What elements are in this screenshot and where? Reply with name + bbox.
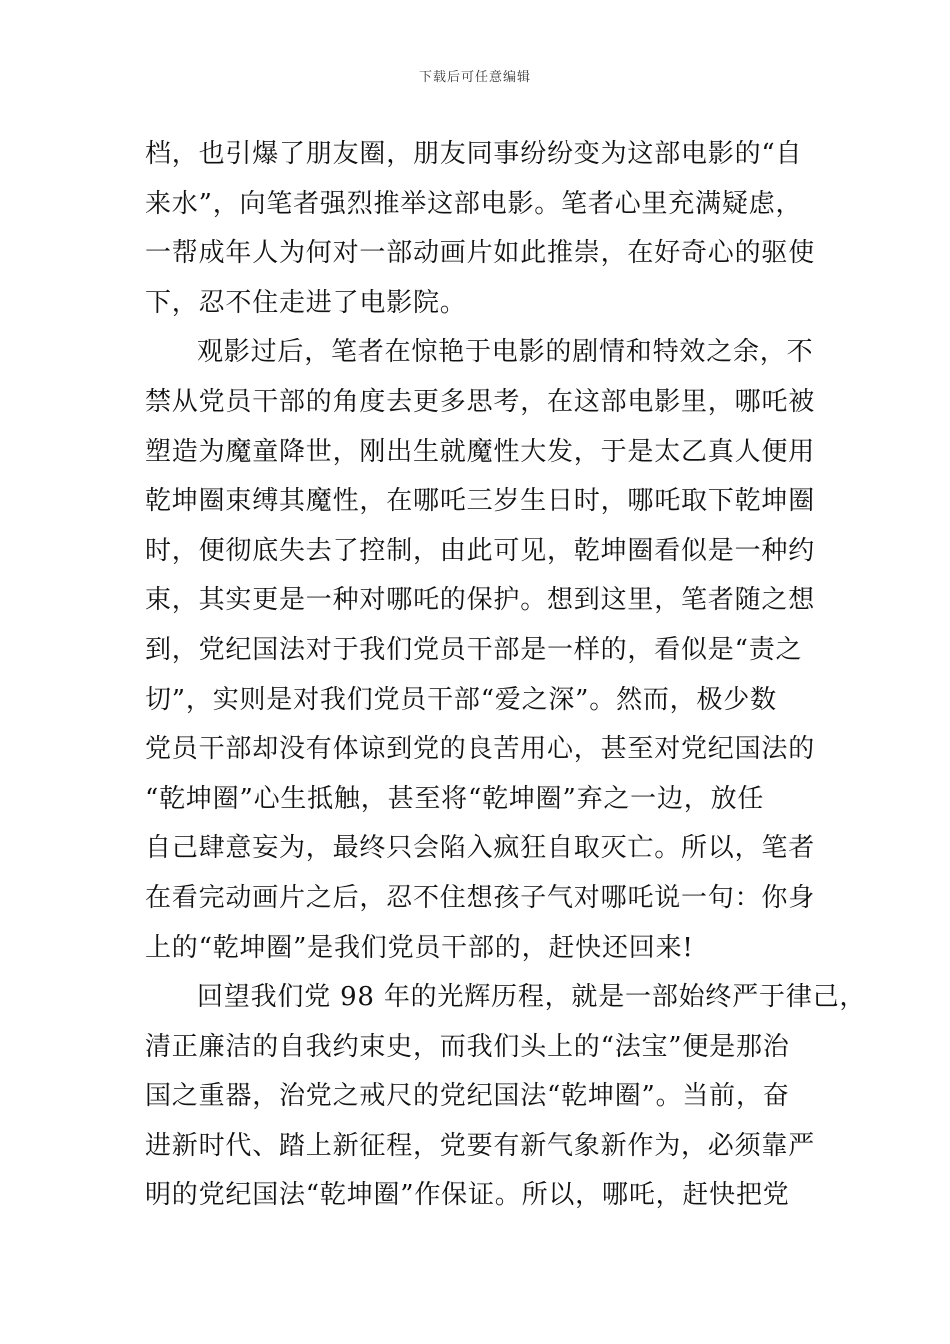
paragraph-first-line: 回望我们党 98 年的光辉历程，就是一部始终严于律己， [197, 982, 867, 1013]
text-line: 在看完动画片之后，忍不住想孩子气对哪吒说一句：你身 [145, 882, 816, 913]
page-header: 下载后可任意编辑 [418, 70, 531, 85]
text-line: 来水”，向笔者强烈推举这部电影。笔者心里充满疑虑， [145, 188, 803, 219]
text-line: 党员干部却没有体谅到党的良苦用心，甚至对党纪国法的 [145, 734, 816, 765]
text-line: 塑造为魔童降世，刚出生就魔性大发，于是太乙真人便用 [145, 436, 816, 467]
text-line: 国之重器，治党之戒尺的党纪国法“乾坤圈”。当前，奋 [145, 1081, 790, 1112]
text-line: 进新时代、踏上新征程，党要有新气象新作为，必须靠严 [145, 1130, 816, 1161]
text-line: 上的“乾坤圈”是我们党员干部的，赶快还回来! [145, 932, 694, 963]
text-line: 档，也引爆了朋友圈，朋友同事纷纷变为这部电影的“自 [145, 139, 803, 169]
text-line: 禁从党员干部的角度去更多思考，在这部电影里，哪吒被 [145, 386, 816, 417]
text-line: 清正廉洁的自我约束史，而我们头上的“法宝”便是那治 [145, 1031, 790, 1062]
text-line: 到，党纪国法对于我们党员干部是一样的，看似是“责之 [145, 634, 803, 665]
text-line: 自己肆意妄为，最终只会陷入疯狂自取灭亡。所以，笔者 [145, 833, 816, 864]
paragraph-first-line: 观影过后，笔者在惊艳于电影的剧情和特效之余，不 [197, 337, 814, 368]
text-line: 乾坤圈束缚其魔性，在哪吒三岁生日时，哪吒取下乾坤圈 [145, 486, 816, 517]
text-line: “乾坤圈”心生抵触，甚至将“乾坤圈”弃之一边，放任 [145, 783, 765, 814]
text-line: 束，其实更是一种对哪吒的保护。想到这里，笔者随之想 [145, 585, 816, 616]
text-line: 一帮成年人为何对一部动画片如此推崇，在好奇心的驱使 [145, 238, 816, 269]
text-line: 明的党纪国法“乾坤圈”作保证。所以，哪吒，赶快把党 [145, 1180, 790, 1211]
text-line: 切”，实则是对我们党员干部“爱之深”。然而，极少数 [145, 684, 777, 715]
text-line: 时，便彻底失去了控制，由此可见，乾坤圈看似是一种约 [145, 535, 816, 566]
body-text [145, 130, 867, 1221]
text-line: 下，忍不住走进了电影院。 [145, 287, 467, 318]
